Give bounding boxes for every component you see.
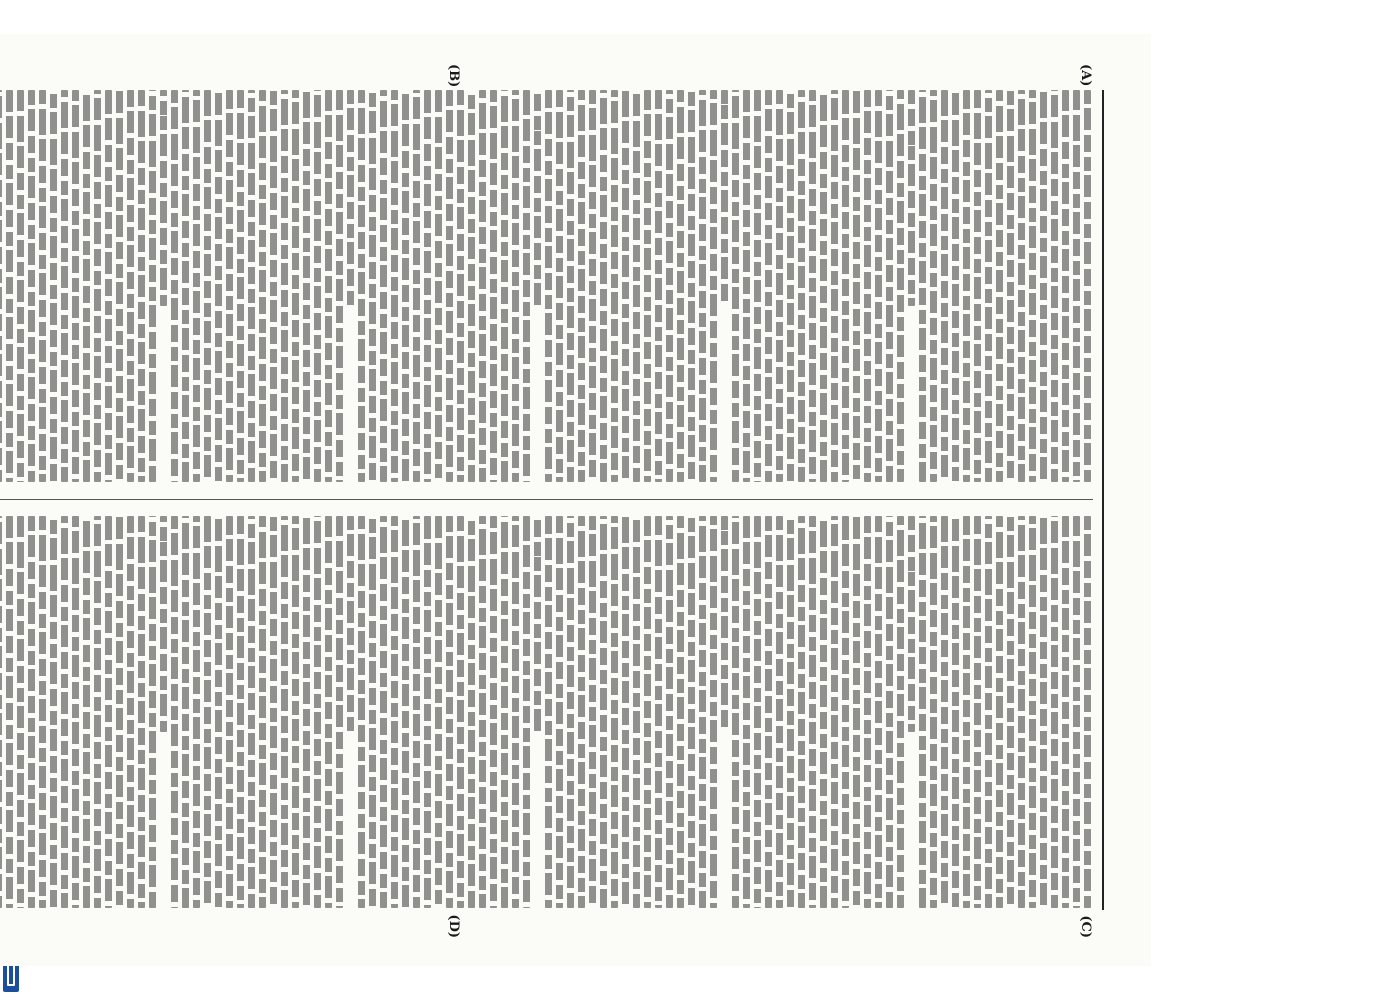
text-line xyxy=(611,90,618,482)
column-marker-c: (C) xyxy=(1078,915,1093,938)
text-line xyxy=(952,90,959,482)
text-line xyxy=(699,516,706,908)
text-line xyxy=(556,90,563,482)
text-line xyxy=(556,516,563,908)
text-line xyxy=(281,516,288,908)
text-line xyxy=(534,516,541,732)
text-line xyxy=(83,90,90,482)
text-line xyxy=(1062,516,1069,908)
text-line xyxy=(1029,90,1036,482)
text-line xyxy=(622,90,629,482)
text-line xyxy=(512,90,519,482)
text-line xyxy=(875,90,882,482)
text-line xyxy=(743,516,750,908)
text-line xyxy=(0,90,2,482)
text-line xyxy=(853,516,860,908)
text-line xyxy=(886,90,893,482)
text-line xyxy=(6,516,13,908)
text-line xyxy=(0,516,2,908)
text-line xyxy=(633,90,640,482)
text-line xyxy=(182,516,189,908)
text-line xyxy=(17,90,24,482)
text-line xyxy=(930,90,937,482)
text-line xyxy=(105,90,112,482)
text-line xyxy=(1051,90,1058,482)
text-line xyxy=(303,516,310,908)
text-line xyxy=(666,516,673,908)
text-line xyxy=(72,90,79,482)
text-line xyxy=(578,516,585,908)
text-line xyxy=(985,90,992,482)
text-line xyxy=(930,516,937,908)
text-line xyxy=(446,516,453,908)
text-line xyxy=(732,516,739,908)
text-line xyxy=(347,516,354,732)
text-line xyxy=(204,90,211,482)
text-line xyxy=(314,90,321,482)
text-line xyxy=(809,90,816,482)
text-line xyxy=(127,516,134,908)
text-line xyxy=(765,516,772,908)
text-line xyxy=(215,90,222,482)
text-line xyxy=(105,516,112,908)
text-line xyxy=(358,516,365,908)
text-line xyxy=(842,90,849,482)
text-line xyxy=(94,90,101,482)
text-line xyxy=(292,516,299,908)
text-line xyxy=(875,516,882,908)
page-header xyxy=(1102,90,1133,910)
text-line xyxy=(237,516,244,908)
right-column xyxy=(0,516,1093,908)
text-line xyxy=(17,516,24,908)
text-line xyxy=(611,516,618,908)
scanned-page xyxy=(0,34,1151,966)
text-line xyxy=(864,516,871,908)
text-line xyxy=(732,90,739,482)
text-line xyxy=(391,516,398,908)
text-line xyxy=(237,90,244,482)
text-line xyxy=(996,516,1003,908)
text-line xyxy=(798,90,805,482)
text-line xyxy=(710,516,717,908)
text-line xyxy=(897,516,904,908)
text-line xyxy=(1051,516,1058,908)
text-line xyxy=(677,516,684,908)
text-line xyxy=(226,90,233,482)
text-line xyxy=(402,516,409,908)
text-line xyxy=(886,516,893,908)
text-line xyxy=(391,90,398,482)
text-line xyxy=(435,90,442,482)
text-line xyxy=(567,516,574,908)
text-line xyxy=(501,90,508,482)
text-line xyxy=(831,90,838,482)
text-line xyxy=(259,90,266,482)
text-line xyxy=(721,516,728,732)
text-line xyxy=(512,516,519,908)
text-line xyxy=(369,90,376,482)
text-line xyxy=(974,90,981,482)
text-line xyxy=(28,90,35,482)
text-line xyxy=(61,90,68,482)
text-line xyxy=(721,90,728,306)
text-line xyxy=(6,90,13,482)
text-line xyxy=(996,90,1003,482)
right-column-text-lines xyxy=(0,516,1093,908)
text-line xyxy=(1018,90,1025,482)
column-divider xyxy=(0,499,1093,500)
text-line xyxy=(545,90,552,482)
column-marker-b: (B) xyxy=(446,64,461,88)
text-line xyxy=(842,516,849,908)
text-line xyxy=(281,90,288,482)
text-line xyxy=(699,90,706,482)
text-line xyxy=(160,516,167,732)
text-line xyxy=(116,90,123,482)
text-line xyxy=(259,516,266,908)
text-line xyxy=(908,90,915,306)
text-line xyxy=(336,516,343,908)
text-line xyxy=(622,516,629,908)
text-line xyxy=(1040,90,1047,482)
text-line xyxy=(50,90,57,482)
text-line xyxy=(270,90,277,482)
text-line xyxy=(479,90,486,482)
text-line xyxy=(149,516,156,908)
text-line xyxy=(523,90,530,482)
text-line xyxy=(39,90,46,482)
text-line xyxy=(336,90,343,482)
text-line xyxy=(831,516,838,908)
text-line xyxy=(424,516,431,908)
text-line xyxy=(369,516,376,908)
text-line xyxy=(50,516,57,908)
text-line xyxy=(864,90,871,482)
text-line xyxy=(853,90,860,482)
text-line xyxy=(435,516,442,908)
text-line xyxy=(314,516,321,908)
text-line xyxy=(919,90,926,482)
text-line xyxy=(776,516,783,908)
text-line xyxy=(567,90,574,482)
text-line xyxy=(897,90,904,482)
text-line xyxy=(160,90,167,306)
text-line xyxy=(578,90,585,482)
text-line xyxy=(490,516,497,908)
text-line xyxy=(39,516,46,908)
text-line xyxy=(688,90,695,482)
text-line xyxy=(754,90,761,482)
text-line xyxy=(479,516,486,908)
text-line xyxy=(1018,516,1025,908)
text-line xyxy=(501,516,508,908)
text-line xyxy=(402,90,409,482)
text-line xyxy=(226,516,233,908)
text-line xyxy=(457,516,464,908)
text-line xyxy=(633,516,640,908)
text-line xyxy=(116,516,123,908)
column-marker-d: (D) xyxy=(446,914,461,938)
text-line xyxy=(215,516,222,908)
text-line xyxy=(589,90,596,482)
text-line xyxy=(457,90,464,482)
text-line xyxy=(490,90,497,482)
text-line xyxy=(325,516,332,908)
text-line xyxy=(677,90,684,482)
text-line xyxy=(292,90,299,482)
text-line xyxy=(919,516,926,908)
text-line xyxy=(138,516,145,908)
text-line xyxy=(820,516,827,908)
text-line xyxy=(963,90,970,482)
text-line xyxy=(1073,90,1080,482)
text-line xyxy=(61,516,68,908)
text-line xyxy=(72,516,79,908)
left-column xyxy=(0,90,1093,482)
text-line xyxy=(545,516,552,908)
text-line xyxy=(655,516,662,908)
text-line xyxy=(765,90,772,482)
text-line xyxy=(303,90,310,482)
text-line xyxy=(1084,516,1091,908)
text-line xyxy=(743,90,750,482)
text-line xyxy=(666,90,673,482)
text-line xyxy=(644,516,651,908)
text-line xyxy=(193,90,200,482)
text-line xyxy=(171,516,178,908)
text-line xyxy=(798,516,805,908)
text-line xyxy=(83,516,90,908)
text-line xyxy=(127,90,134,482)
text-line xyxy=(523,516,530,908)
text-line xyxy=(600,516,607,908)
text-line xyxy=(985,516,992,908)
text-line xyxy=(809,516,816,908)
text-line xyxy=(138,90,145,482)
text-line xyxy=(28,516,35,908)
text-line xyxy=(600,90,607,482)
text-line xyxy=(776,90,783,482)
text-line xyxy=(1007,90,1014,482)
text-line xyxy=(413,90,420,482)
text-line xyxy=(1073,516,1080,908)
column-marker-a: (A) xyxy=(1078,64,1093,87)
text-line xyxy=(380,516,387,908)
text-line xyxy=(941,516,948,908)
text-line xyxy=(589,516,596,908)
text-line xyxy=(204,516,211,908)
text-line xyxy=(325,90,332,482)
left-column-text-lines xyxy=(0,90,1093,482)
text-line xyxy=(94,516,101,908)
text-line xyxy=(963,516,970,908)
text-line xyxy=(644,90,651,482)
text-line xyxy=(1029,516,1036,908)
text-line xyxy=(358,90,365,482)
text-line xyxy=(270,516,277,908)
text-line xyxy=(424,90,431,482)
text-line xyxy=(1062,90,1069,482)
text-line xyxy=(468,90,475,482)
text-line xyxy=(974,516,981,908)
text-line xyxy=(787,516,794,908)
text-line xyxy=(468,516,475,908)
text-line xyxy=(952,516,959,908)
text-line xyxy=(248,90,255,482)
text-line xyxy=(941,90,948,482)
text-line xyxy=(710,90,717,482)
text-line xyxy=(248,516,255,908)
text-line xyxy=(171,90,178,482)
text-line xyxy=(655,90,662,482)
text-line xyxy=(347,90,354,306)
text-line xyxy=(787,90,794,482)
text-line xyxy=(908,516,915,732)
text-line xyxy=(1007,516,1014,908)
text-line xyxy=(534,90,541,306)
text-line xyxy=(380,90,387,482)
text-line xyxy=(413,516,420,908)
text-line xyxy=(754,516,761,908)
text-line xyxy=(182,90,189,482)
text-line xyxy=(820,90,827,482)
text-line xyxy=(149,90,156,482)
text-line xyxy=(193,516,200,908)
text-line xyxy=(688,516,695,908)
text-line xyxy=(446,90,453,482)
text-line xyxy=(1084,90,1091,482)
text-line xyxy=(1040,516,1047,908)
